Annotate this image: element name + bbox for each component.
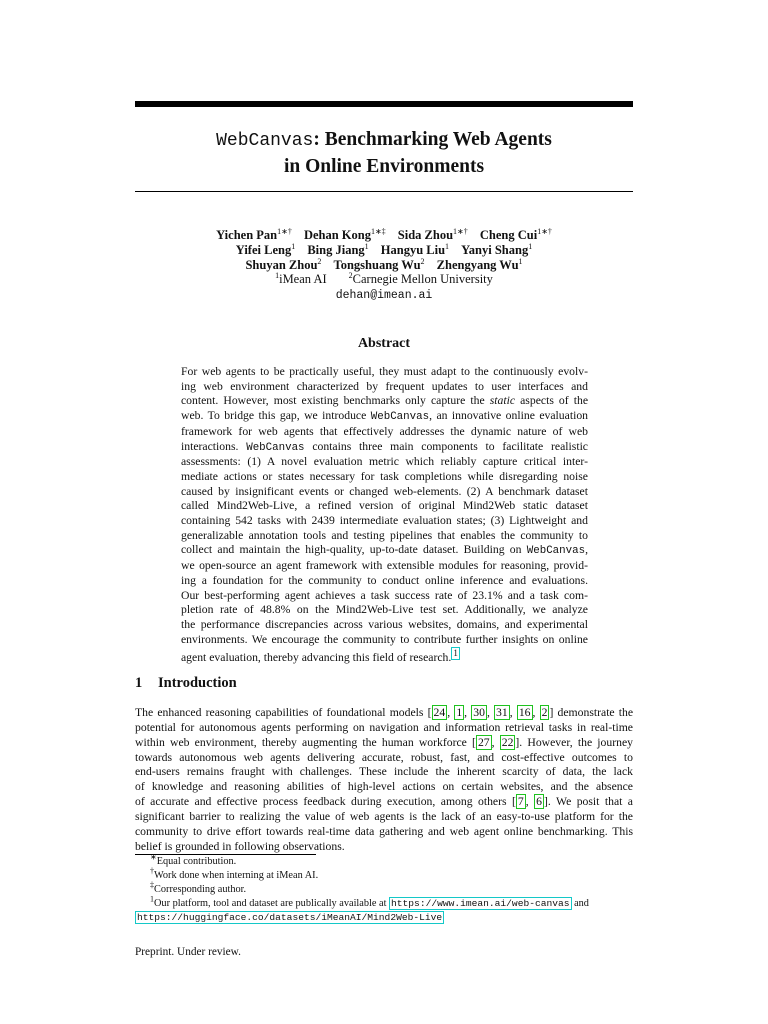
footnote-mark: † [150,866,154,876]
footnote-text: and [574,898,589,909]
text-run: ]. We posit that a [543,795,633,809]
footnote [135,866,633,883]
intro-line: towards autonomous web agents delivering accurate, robust, fast, and cost-effective outcomes to [135,750,633,764]
footnote-mark: 1 [150,894,154,904]
intro-line: of knowledge and reasoning abilities of high-level actions on certain websites, and the absence [135,780,633,794]
intro-line: community to drive effort towards real-time data gathering and web agent online benchmarking. This [135,824,633,838]
abstract-line [181,394,588,409]
abstract-line: the performance discrepancies across various websites, domains, and experimental [181,617,588,631]
text-run: content. However, most existing benchmarks only capture the [181,394,485,408]
intro-line: of accurate and effective process feedback during execution, among others [ 7 , 6 ]. We posit that a [135,795,633,809]
footnote-mark: ‡ [150,880,154,890]
intro-line: belief is grounded in following observations. [135,839,345,853]
intro-line: within web environment, thereby augmenting the human workforce [ 27 , 22 ]. However, the journey [135,735,634,749]
url-link[interactable]: https://huggingface.co/datasets/iMeanAI/Mind2Web-Live [137,912,443,923]
abstract-line [181,409,588,425]
abstract-line: caused by insignificant events or changed web-elements. (2) A benchmark dataset [181,484,588,498]
text-run: within web environment, thereby augmenting the human workforce [ [135,735,476,749]
citation-link[interactable]: 1 [456,706,463,719]
abstract-body [181,365,588,666]
author-name: Cheng Cui [479,228,538,242]
author-name: Yichen Pan [216,228,278,242]
author-affil: 1 [445,241,450,251]
abstract-line [181,647,588,666]
author-affil: 1∗† [453,226,468,236]
text-run: ]. However, the journey [515,735,634,749]
abstract-heading: Abstract [357,336,411,351]
abstract-line: ing a foundation for the community to conduct online inference and evaluations. [181,573,588,587]
title-top-rule [135,101,633,107]
text-run: of accurate and effective process feedback during execution, among others [ [135,795,516,809]
intro-line: potential for autonomous agents performing on navigation and information retrieval tasks in real-time [135,720,633,734]
abstract-line: ing web environment characterized by frequent updates to user interfaces and [181,379,588,393]
author-affil: 1∗† [537,226,552,236]
footnote-link[interactable]: 1 [453,648,458,659]
section-heading [135,675,237,692]
abstract-line: framework for web agents that effectively addresses the dynamic nature of web [181,424,588,438]
text-run: agent evaluation, thereby advancing this field of research. [181,651,452,665]
author-name: Bing Jiang [307,243,365,257]
text-run: interactions. [181,439,239,453]
footnote-text: Equal contribution. [156,856,237,867]
footnote [135,852,633,869]
contact-email[interactable]: dehan@imean.ai [335,289,433,302]
footnote-mark: ∗ [150,852,157,862]
footnote-text: Corresponding author. [154,884,247,895]
author-affil: 1 [528,241,533,251]
author-affil: 1 [291,241,296,251]
abstract-line: Our best-performing agent achieves a task success rate of 23.1% and a task com- [181,588,588,602]
text-mono: WebCanvas [370,411,430,424]
citation-link[interactable]: 7 [517,795,524,809]
citation-link[interactable]: 22 [501,735,514,749]
author-name: Yanyi Shang [461,243,529,257]
author-name: Yifei Leng [235,243,292,257]
url-link[interactable]: https://www.imean.ai/web-canvas [391,898,570,909]
text-emphasis: static [489,394,516,408]
text-mono: WebCanvas [246,441,305,454]
intro-line: end-users remains fraught with challenges. These include the inherent scarcity of data, the lack [135,765,633,779]
abstract-line [181,543,588,559]
abstract-line: mediate actions or states necessary for task completions while disregarding noise [181,469,588,483]
author-affil: 2 [317,256,322,266]
citation-link[interactable]: 2 [541,706,548,719]
affil-name: iMean AI [279,272,327,286]
author-list [135,228,633,273]
affil-mark: 1 [275,270,280,280]
intro-line: The enhanced reasoning capabilities of foundational models [ 24 , 1 , 30 , 31 , 16 , 2 ] demonstrate the [135,706,634,719]
author-affil: 1∗† [277,226,292,236]
affil-name: Carnegie Mellon University [352,272,493,286]
footnote [135,894,633,911]
citation-link[interactable]: 27 [477,735,490,749]
author-affil: 2 [420,256,425,266]
affiliations [135,272,633,287]
abstract-line: we open-source an agent framework with extensible modules for reasoning, provid- [181,559,588,573]
author-name: Dehan Kong [303,228,371,242]
abstract-line: environments. We encourage the community to contribute further insights on online [181,632,588,646]
author-name: Sida Zhou [397,228,454,242]
author-affil: 1 [518,256,523,266]
citation-link[interactable]: 6 [536,795,542,809]
footnote [135,880,633,897]
title-mono: WebCanvas [216,131,314,151]
section-title: Introduction [158,675,237,691]
abstract-line: containing 542 tasks with 2439 intermediate evaluation states; (3) Lightweight and [181,514,588,528]
abstract-line [181,440,588,456]
title-bottom-rule [135,191,633,192]
abstract-line: assessments: (1) A novel evaluation metric which reliably capture critical inter- [181,455,588,469]
footnote [135,911,633,925]
author-name: Zhengyang Wu [436,258,519,272]
section-number: 1 [135,675,143,691]
abstract-line: For web agents to be practically useful, they must adapt to the continuously evolv- [181,365,588,378]
author-name: Hangyu Liu [380,243,446,257]
preprint-note: Preprint. Under review. [135,946,241,958]
text-mono: WebCanvas [526,545,586,558]
author-name: Shuyan Zhou [245,258,318,272]
title-line2: in Online Environments [283,156,485,177]
footnote-text: Our platform, tool and dataset are publically available at [154,898,387,909]
text-run: The enhanced reasoning capabilities of foundational models [ [135,706,432,719]
text-run: contains three main components to facilitate realistic [312,439,588,453]
citation-link[interactable]: 24 [433,706,446,719]
citation-link[interactable]: 31 [496,706,508,719]
citation-link[interactable]: 16 [518,706,531,719]
text-run: , [585,543,588,557]
affil-mark: 2 [348,270,353,280]
intro-body [135,706,633,854]
author-affil: 1∗‡ [370,226,386,236]
abstract-line: generalizable annotation tools and testing pipelines that enables the community to [181,528,588,542]
text-run: aspects of the [520,394,589,408]
paper-title [135,127,633,179]
abstract-line: called Mind2Web-Live, a refined version of original Mind2Web static dataset [181,499,588,513]
text-run: collect and maintain the high-quality, up-to-date dataset. Building on [181,543,522,557]
text-run: web. To bridge this gap, we introduce [181,409,367,423]
title-rest: : Benchmarking Web Agents [313,129,552,150]
intro-line: significant barrier to realizing the value of web agents is the lack of an easy-to-use platform for the [135,809,633,823]
citation-link[interactable]: 30 [473,706,485,719]
abstract-line: pletion rate of 48.8% on the Mind2Web-Live test set. Additionally, we analyze [181,603,588,617]
text-run: , an innovative online evaluation [429,409,589,423]
text-run: ] demonstrate the [549,706,634,719]
footnote-text: Work done when interning at iMean AI. [154,870,319,881]
author-affil: 1 [364,241,369,251]
author-name: Tongshuang Wu [333,258,421,272]
